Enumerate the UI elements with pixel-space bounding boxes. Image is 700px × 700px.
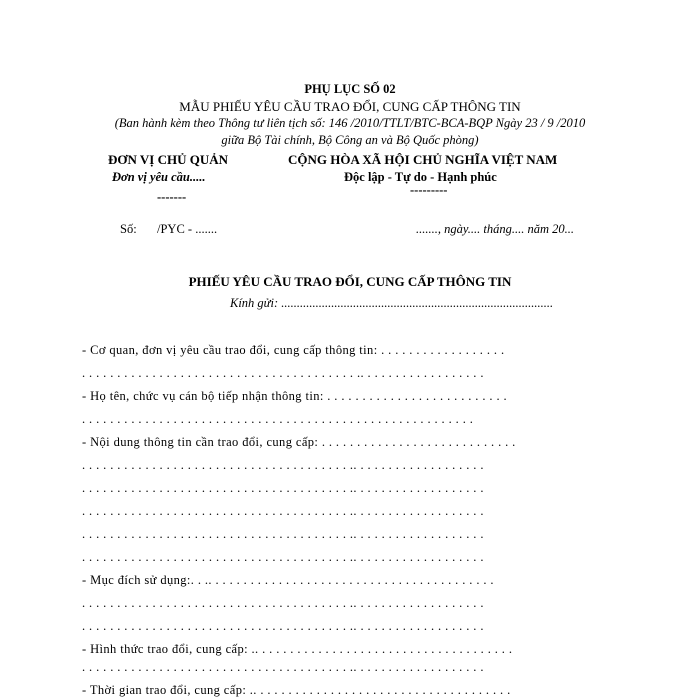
number-code: /PYC - ....... [157, 222, 218, 236]
requesting-unit: Đơn vị yêu cầu..... [112, 170, 206, 184]
field-requesting-agency: - Cơ quan, đơn vị yêu cầu trao đổi, cung cấp thông tin: . . . . . . . . . . . . . . . . . . [82, 343, 505, 357]
issued-note-line2: giữa Bộ Tài chính, Bộ Công an và Bộ Quốc phòng) [221, 133, 479, 147]
dotted-line: . . . . . . . . . . . . . . . . . . . . . . . . . . . . . . . . . . . . . . .. . . . . . . . . . . . . . . . . . . [82, 504, 484, 518]
field-exchange-method: - Hình thức trao đổi, cung cấp: .. . . . . . . . . . . . . . . . . . . . . . . . . . . . . . . . . . . . . [82, 642, 513, 656]
dotted-line: . . . . . . . . . . . . . . . . . . . . . . . . . . . . . . . . . . . . . . .. . . . . . . . . . . . . . . . . . . [82, 596, 484, 610]
dotted-line: . . . . . . . . . . . . . . . . . . . . . . . . . . . . . . . . . . . . . . .. . . . . . . . . . . . . . . . . . . [82, 550, 484, 564]
agency-label: ĐƠN VỊ CHỦ QUẢN [108, 152, 229, 167]
dotted-line: . . . . . . . . . . . . . . . . . . . . . . . . . . . . . . . . . . . . . . .. . . . . . . . . . . . . . . . . . . [82, 458, 484, 472]
number-label: Số: [120, 222, 137, 236]
form-title: MẪU PHIẾU YÊU CẦU TRAO ĐỔI, CUNG CẤP THÔNG TIN [179, 99, 521, 114]
field-purpose: - Mục đích sử dụng:. . .. . . . . . . . . . . . . . . . . . . . . . . . . . . . . . . . . . . . . . . . . [82, 573, 494, 587]
date-line: ......., ngày.... tháng.... năm 20... [416, 222, 574, 236]
right-divider: --------- [410, 183, 448, 197]
main-title: PHIẾU YÊU CẦU TRAO ĐỔI, CUNG CẤP THÔNG TIN [188, 274, 512, 289]
republic-heading: CỘNG HÒA XÃ HỘI CHỦ NGHĨA VIỆT NAM [288, 152, 558, 167]
left-divider: ------- [157, 190, 187, 204]
national-motto: Độc lập - Tự do - Hạnh phúc [344, 170, 497, 184]
field-information-content: - Nội dung thông tin cần trao đổi, cung cấp: . . . . . . . . . . . . . . . . . . . . . . . . . . . . [82, 435, 516, 449]
dotted-line: . . . . . . . . . . . . . . . . . . . . . . . . . . . . . . . . . . . . . . . .. . . . . . . . . . . . . . . . . . [82, 366, 484, 380]
field-receiving-officer: - Họ tên, chức vụ cán bộ tiếp nhận thông tin: . . . . . . . . . . . . . . . . . . . . . . . . . . [82, 389, 508, 403]
dotted-line: . . . . . . . . . . . . . . . . . . . . . . . . . . . . . . . . . . . . . . . . . . . . . . . . . . . . . . . . [82, 412, 474, 426]
dotted-line: . . . . . . . . . . . . . . . . . . . . . . . . . . . . . . . . . . . . . . .. . . . . . . . . . . . . . . . . . . [82, 527, 484, 541]
field-exchange-time: - Thời gian trao đổi, cung cấp: .. . . . . . . . . . . . . . . . . . . . . . . . . . . . . . . . . . . . . [82, 683, 511, 697]
appendix-title: PHỤ LỤC SỐ 02 [304, 82, 396, 96]
issued-note-line1: (Ban hành kèm theo Thông tư liên tịch số: 146 /2010/TTLT/BTC-BCA-BQP Ngày 23 / 9 /2010 [114, 116, 586, 130]
dotted-line: . . . . . . . . . . . . . . . . . . . . . . . . . . . . . . . . . . . . . . .. . . . . . . . . . . . . . . . . . . [82, 619, 484, 633]
dotted-line: . . . . . . . . . . . . . . . . . . . . . . . . . . . . . . . . . . . . . . .. . . . . . . . . . . . . . . . . . . [82, 481, 484, 495]
dotted-line: . . . . . . . . . . . . . . . . . . . . . . . . . . . . . . . . . . . . . . .. . . . . . . . . . . . . . . . . . . [82, 660, 484, 674]
addressee-line: Kính gửi: ....................................................................................... [230, 296, 554, 310]
